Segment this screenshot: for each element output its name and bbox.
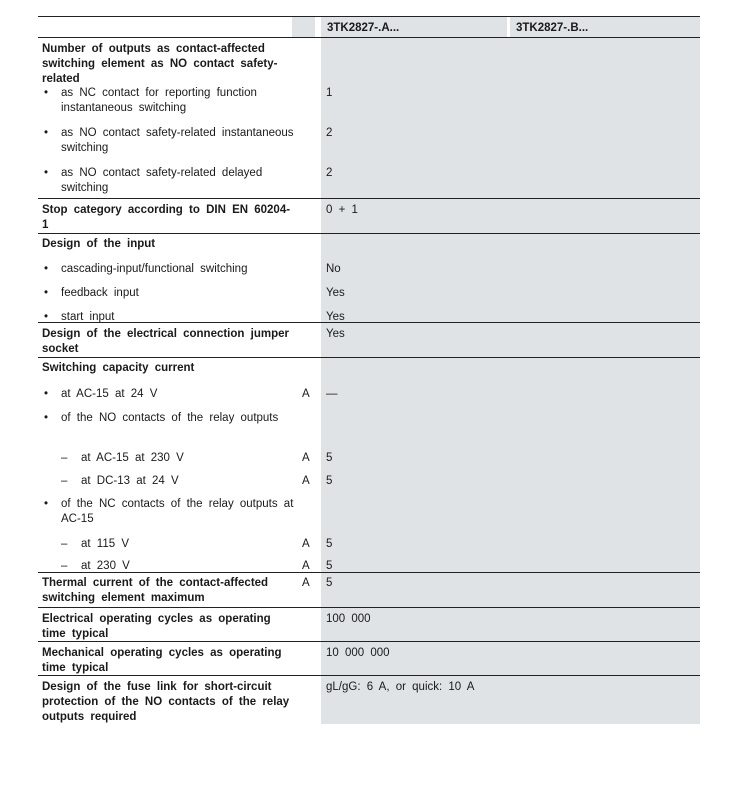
value-cell-bg bbox=[321, 573, 700, 607]
table-row bbox=[38, 37, 700, 85]
row-text: at AC-15 at 230 V bbox=[81, 452, 184, 464]
row-value: 10 000 000 bbox=[326, 647, 390, 659]
row-text: Mechanical operating cycles as operating time typical bbox=[42, 647, 282, 674]
table-row bbox=[38, 378, 700, 402]
row-unit: A bbox=[302, 475, 310, 487]
spec-table bbox=[38, 16, 700, 724]
value-cell-bg bbox=[321, 302, 700, 322]
row-value: 0 + 1 bbox=[326, 204, 358, 216]
dash-icon: – bbox=[61, 560, 68, 572]
table-row bbox=[38, 122, 700, 162]
value-cell-bg bbox=[321, 278, 700, 302]
row-unit: A bbox=[302, 388, 310, 400]
row-unit: A bbox=[302, 538, 310, 550]
value-cell-bg bbox=[321, 528, 700, 550]
row-value: 5 bbox=[326, 577, 333, 589]
table-row bbox=[38, 641, 700, 675]
row-heading bbox=[42, 576, 294, 606]
row-label bbox=[42, 411, 294, 426]
row-value: gL/gG: 6 A, or quick: 10 A bbox=[326, 681, 475, 693]
value-cell-bg bbox=[321, 608, 700, 641]
value-cell-bg bbox=[321, 82, 700, 122]
bullet-icon: • bbox=[44, 412, 49, 424]
value-cell-bg bbox=[321, 358, 700, 378]
row-value: No bbox=[326, 263, 341, 275]
row-label bbox=[42, 474, 294, 489]
bullet-icon: • bbox=[44, 388, 49, 400]
row-value: — bbox=[326, 388, 338, 400]
value-cell-bg bbox=[321, 122, 700, 162]
row-text: start input bbox=[61, 311, 115, 323]
row-text: at 115 V bbox=[81, 538, 129, 550]
col-header-spacer bbox=[292, 17, 315, 37]
table-row bbox=[38, 572, 700, 607]
bullet-icon: • bbox=[44, 287, 49, 299]
table-row bbox=[38, 254, 700, 278]
row-text: Design of the electrical connection jumper socket bbox=[42, 328, 289, 355]
row-label bbox=[42, 497, 294, 527]
row-heading bbox=[42, 612, 294, 642]
row-label bbox=[42, 262, 294, 277]
row-unit: A bbox=[302, 577, 310, 589]
table-row bbox=[38, 322, 700, 357]
dash-icon: – bbox=[61, 475, 68, 487]
table-row bbox=[38, 528, 700, 550]
row-value: Yes bbox=[326, 311, 345, 323]
value-cell-bg bbox=[321, 402, 700, 442]
table-row bbox=[38, 162, 700, 198]
table-row bbox=[38, 357, 700, 378]
bullet-icon: • bbox=[44, 263, 49, 275]
value-cell-bg bbox=[321, 38, 700, 82]
row-heading bbox=[42, 237, 294, 252]
row-text: Stop category according to DIN EN 60204-1 bbox=[42, 204, 291, 231]
table-row bbox=[38, 233, 700, 254]
row-label bbox=[42, 451, 294, 466]
bullet-icon: • bbox=[44, 498, 49, 510]
row-text: Number of outputs as contact-affected switching element as NO contact safety-related bbox=[42, 43, 278, 85]
row-text: Electrical operating cycles as operating time typical bbox=[42, 613, 271, 640]
row-heading bbox=[42, 361, 294, 376]
row-label bbox=[42, 387, 294, 402]
table-row bbox=[38, 278, 700, 302]
row-heading bbox=[42, 203, 294, 233]
row-value: 1 bbox=[326, 87, 333, 99]
row-unit: A bbox=[302, 560, 310, 572]
row-text: as NO contact safety-related delayed switching bbox=[61, 167, 263, 194]
bullet-icon: • bbox=[44, 311, 49, 323]
table-row bbox=[38, 82, 700, 122]
row-value: 2 bbox=[326, 127, 333, 139]
col-header-b: 3TK2827-.B... bbox=[510, 17, 700, 37]
value-cell-bg bbox=[321, 378, 700, 402]
row-text: at 230 V bbox=[81, 560, 130, 572]
row-value: Yes bbox=[326, 328, 345, 340]
bullet-icon: • bbox=[44, 127, 49, 139]
row-text: of the NO contacts of the relay outputs bbox=[61, 412, 279, 424]
row-heading bbox=[42, 327, 294, 357]
table-body bbox=[38, 37, 700, 724]
table-row bbox=[38, 550, 700, 572]
table-row bbox=[38, 302, 700, 322]
row-unit: A bbox=[302, 452, 310, 464]
table-row bbox=[38, 198, 700, 233]
table-row bbox=[38, 607, 700, 641]
table-row bbox=[38, 465, 700, 488]
value-cell-bg bbox=[321, 162, 700, 198]
row-label bbox=[42, 86, 294, 116]
row-text: Design of the fuse link for short-circuit protection of the NO contacts of the relay outputs required bbox=[42, 681, 290, 723]
table-row bbox=[38, 488, 700, 528]
row-heading bbox=[42, 680, 294, 725]
table-row bbox=[38, 402, 700, 442]
bullet-icon: • bbox=[44, 167, 49, 179]
row-value: 5 bbox=[326, 560, 333, 572]
row-label bbox=[42, 126, 294, 156]
row-value: 2 bbox=[326, 167, 333, 179]
value-cell-bg bbox=[321, 323, 700, 357]
value-cell-bg bbox=[321, 254, 700, 278]
dash-icon: – bbox=[61, 538, 68, 550]
value-cell-bg bbox=[321, 234, 700, 254]
dash-icon: – bbox=[61, 452, 68, 464]
row-heading bbox=[42, 646, 294, 676]
row-text: feedback input bbox=[61, 287, 139, 299]
row-text: as NO contact safety-related instantaneous switching bbox=[61, 127, 294, 154]
value-cell-bg bbox=[321, 488, 700, 528]
row-text: at AC-15 at 24 V bbox=[61, 388, 158, 400]
bullet-icon: • bbox=[44, 87, 49, 99]
row-value: Yes bbox=[326, 287, 345, 299]
row-value: 5 bbox=[326, 475, 333, 487]
row-heading bbox=[42, 42, 294, 87]
row-value: 5 bbox=[326, 452, 333, 464]
row-value: 100 000 bbox=[326, 613, 371, 625]
value-cell-bg bbox=[321, 550, 700, 572]
value-cell-bg bbox=[321, 199, 700, 233]
row-text: as NC contact for reporting function instantaneous switching bbox=[61, 87, 257, 114]
row-label bbox=[42, 286, 294, 301]
table-header bbox=[38, 16, 700, 37]
row-label bbox=[42, 166, 294, 196]
row-text: Switching capacity current bbox=[42, 362, 195, 374]
row-text: at DC-13 at 24 V bbox=[81, 475, 179, 487]
table-row bbox=[38, 675, 700, 724]
table-row bbox=[38, 442, 700, 465]
row-text: Design of the input bbox=[42, 238, 156, 250]
row-text: of the NC contacts of the relay outputs at AC-15 bbox=[61, 498, 294, 525]
row-text: cascading-input/functional switching bbox=[61, 263, 248, 275]
row-text: Thermal current of the contact-affected switching element maximum bbox=[42, 577, 269, 604]
col-header-a: 3TK2827-.A... bbox=[321, 17, 507, 37]
value-cell-bg bbox=[321, 465, 700, 488]
row-value: 5 bbox=[326, 538, 333, 550]
value-cell-bg bbox=[321, 442, 700, 465]
